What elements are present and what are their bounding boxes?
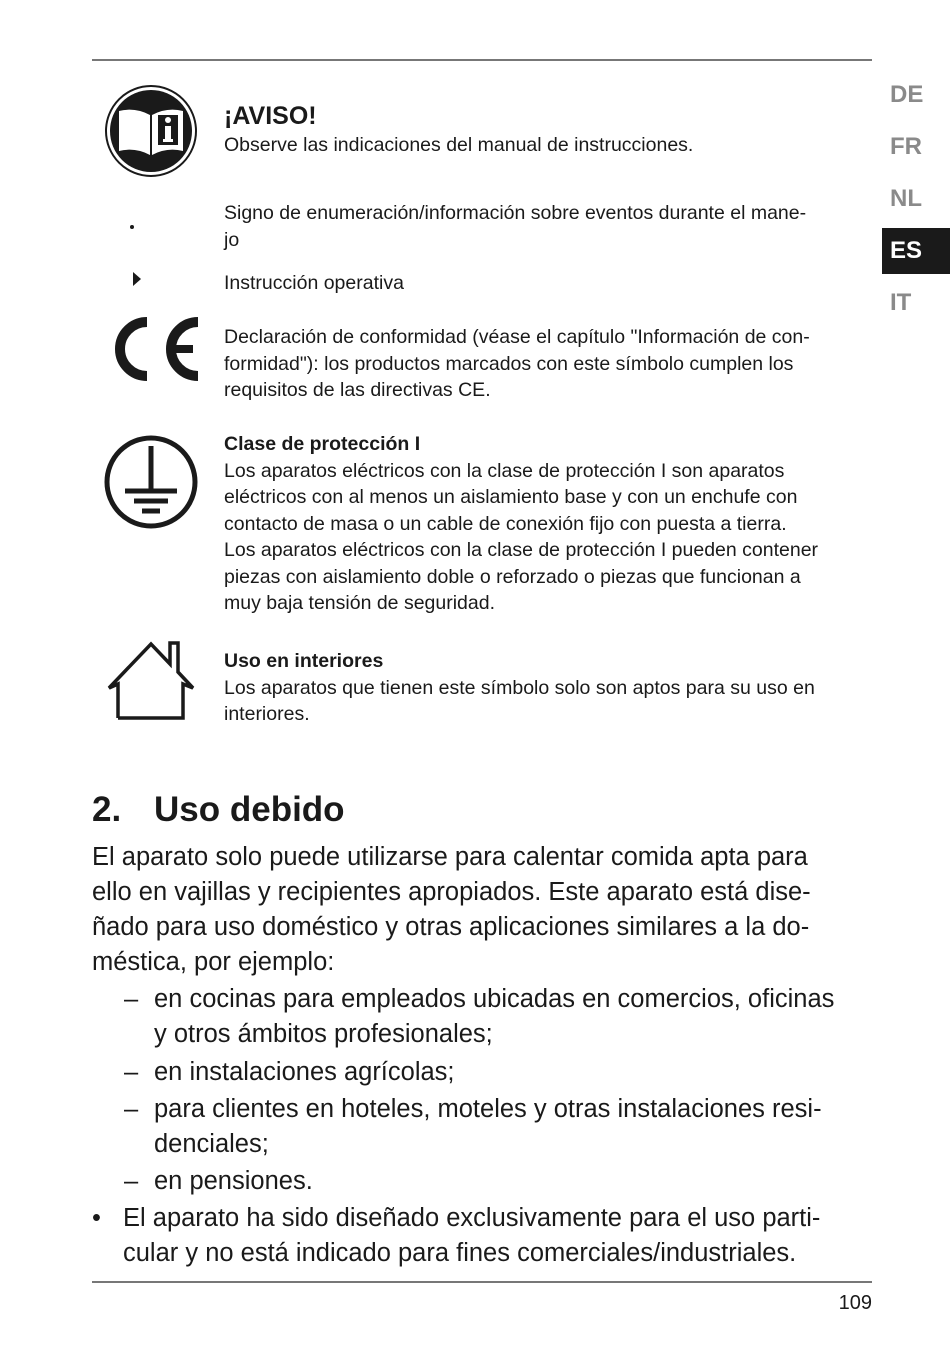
- house-icon: [106, 638, 196, 724]
- section-intro: El aparato solo puede utilizarse para calentar comida apta para ello en vajillas y recipientes apropiados. Este aparato está dise- ñado para uso doméstico y otras aplicaciones similares a la do- méstica, por ejemplo:: [92, 843, 811, 976]
- list-item: [92, 1201, 872, 1271]
- instruction-description: Instrucción operativa: [224, 272, 404, 294]
- dash-mark: –: [124, 1167, 139, 1195]
- indoor-title: Uso en interiores: [224, 650, 384, 672]
- top-rule: [92, 59, 872, 61]
- list-item: [124, 1092, 872, 1162]
- manual-info-icon: [105, 85, 197, 177]
- lang-tab-it[interactable]: IT: [890, 289, 912, 316]
- list-item-text: en pensiones.: [154, 1167, 313, 1195]
- list-item: [124, 982, 872, 1052]
- bullet-mark: •: [92, 1204, 101, 1232]
- indoor-block: [224, 648, 864, 728]
- ce-mark-icon: [103, 316, 201, 382]
- lang-tab-es[interactable]: ES: [882, 228, 950, 274]
- section-heading: [92, 790, 345, 830]
- list-item: [124, 1055, 872, 1090]
- bullet-dot-icon: [128, 223, 136, 231]
- protection-block: [224, 431, 864, 617]
- protection-title: Clase de protección I: [224, 433, 421, 455]
- bottom-rule: [92, 1281, 872, 1283]
- language-tabs: [882, 72, 950, 332]
- page-number: 109: [838, 1292, 872, 1314]
- list-item-text: El aparato ha sido diseñado exclusivamente para el uso parti- cular y no está indicado para fines comerciales/industriales.: [123, 1204, 821, 1267]
- dash-mark: –: [124, 1058, 139, 1086]
- list-item-text: para clientes en hoteles, moteles y otras instalaciones resi- denciales;: [154, 1095, 822, 1158]
- list-item-text: en instalaciones agrícolas;: [154, 1058, 455, 1086]
- triangle-arrow-icon: [132, 271, 142, 287]
- lang-tab-fr[interactable]: FR: [890, 133, 922, 160]
- bullet-description: Signo de enumeración/información sobre eventos durante el mane- jo: [224, 202, 807, 251]
- dash-mark: –: [124, 985, 139, 1013]
- lang-tab-de[interactable]: DE: [890, 81, 924, 108]
- dash-mark: –: [124, 1095, 139, 1123]
- list-item-text: en cocinas para empleados ubicadas en comercios, oficinas y otros ámbitos profesionales;: [154, 985, 835, 1048]
- aviso-text: Observe las indicaciones del manual de instrucciones.: [224, 134, 694, 156]
- lang-tab-nl[interactable]: NL: [890, 185, 922, 212]
- section-title: Uso debido: [154, 790, 345, 829]
- section-number: 2.: [92, 790, 122, 829]
- aviso-title: ¡AVISO!: [224, 102, 317, 130]
- aviso-block: [224, 100, 864, 159]
- protection-text: Los aparatos eléctricos con la clase de protección I son aparatos eléctricos con al menos un aislamiento base y con un enchufe con contacto de masa o un cable de conexión fijo con puesta a tierra. Los aparatos eléctricos con la clase de protección I pueden contener piezas con aislamiento doble o reforzado o piezas que funcionan a muy baja tensión de seguridad.: [224, 459, 819, 614]
- indoor-text: Los aparatos que tienen este símbolo solo son aptos para su uso en interiores.: [224, 676, 815, 725]
- ce-description: Declaración de conformidad (véase el capítulo "Información de con- formidad"): los productos marcados con este símbolo cumplen los requisitos de las directivas CE.: [224, 326, 810, 401]
- ground-symbol-icon: [103, 434, 199, 530]
- list-item: [124, 1164, 872, 1199]
